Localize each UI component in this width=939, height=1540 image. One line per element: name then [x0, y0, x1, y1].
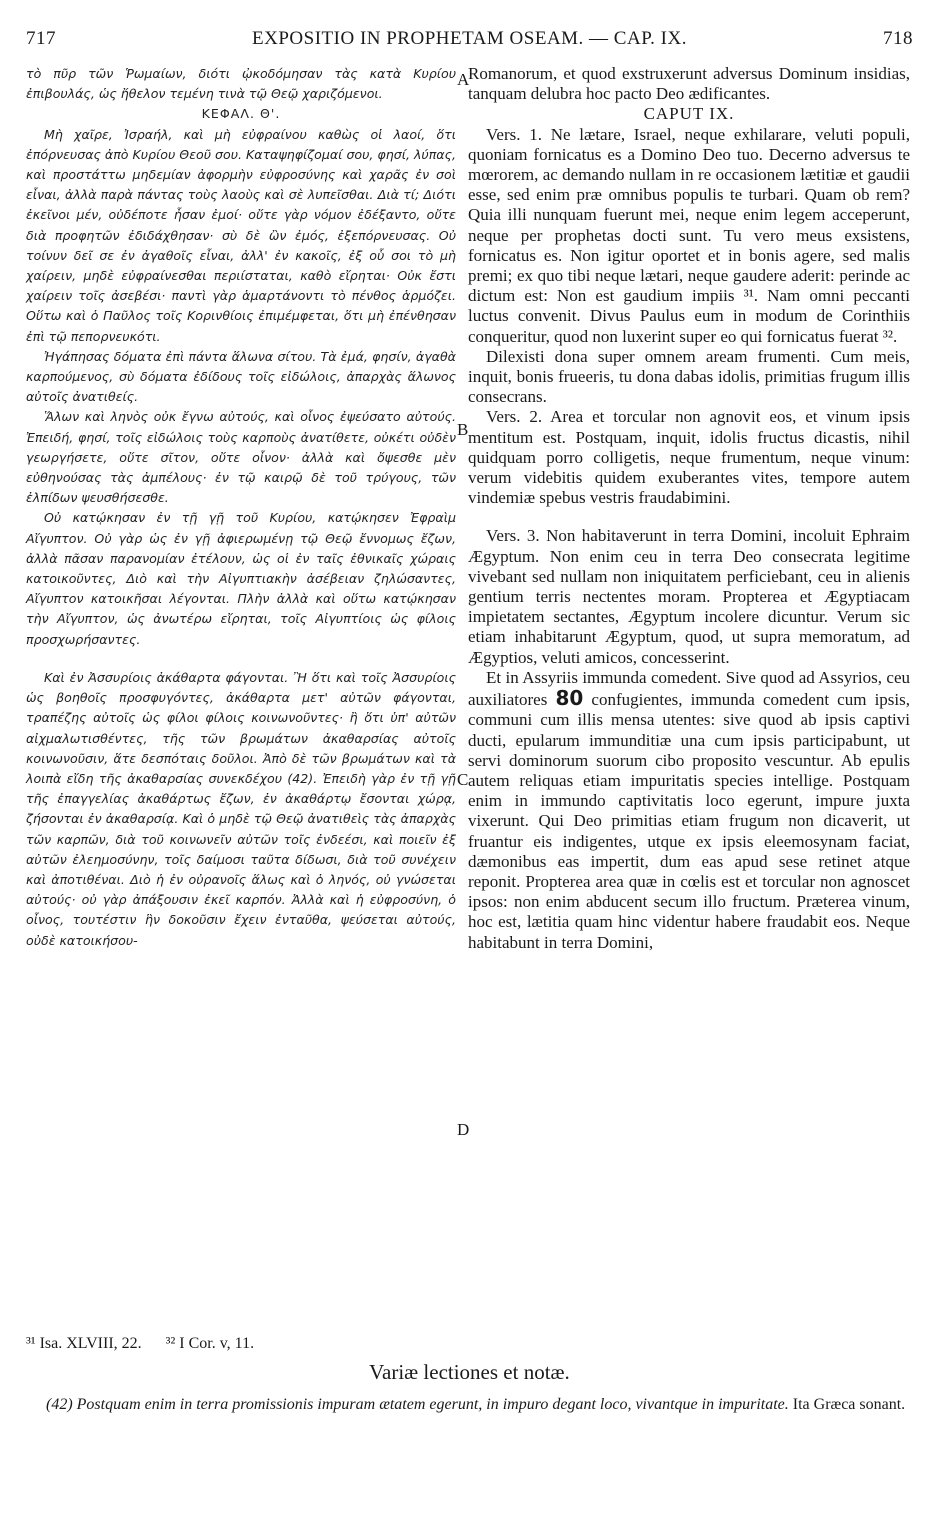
latin-text: confugientes, immunda comedent cum ipsis, communi cum illis mensa utentes: sive quod ab ipsis captivi ducti, epularum immunditiæ una cum ipsis participabunt, ut servi dominorum suorum cibo proposito vescuntur. Ab epulis autem reliquas etiam impuritatis species intellige. Postquam enim in immundo captivitatis loco egerunt, impure juxta vixerunt. Qui Deo primitias etiam frugum non dicaverit, ut fruantur eis indigentes, utque ex ipsis eleemosynam faciat, dæmonibus eas impertit, dum eas apud sese retinet atque reponit. Propterea area quæ in cœlis est et torcular non agnoscet ipsos: non enim abducent secum illo fructum. Præterea vinum, hoc est, lætitia quam hinc videntur habere fraudabit eos. Neque habitabunt in terra Domini, — [468, 690, 910, 952]
greek-paragraph: Μὴ χαῖρε, Ἰσραήλ, καὶ μὴ εὐφραίνου καθὼς οἱ λαοί, ὅτι ἐπόρνευσας ἀπὸ Κυρίου Θεοῦ σου. Καταψηφίζομαί σου, φησί, λύπας, καὶ προστάττω μηδεμίαν ἀφορμὴν εὐφροσύνης καὶ χαρᾶς ἐν σοὶ εἶναι, ἀλλὰ παρὰ πάντας τοὺς λαοὺς καὶ σὲ λυπεῖσθαι. Διὰ τί; Διότι ἐκεῖνοι μέν, οὐδέποτε ἦσαν ἐμοί· οὔτε γὰρ νόμον ἐδέξαντο, οὔτε διὰ προφητῶν ἐδιδάχθησαν· σὺ δὲ ὢν ἐμός, ἐξεπόρνευσας. Οὐ τοίνυν δεῖ σε ἐν ἀγαθοῖς εἶναι, ἀλλ' ἐν κακοῖς, ἐξ οὗ σοι τὸ μὴ χαίρειν, μηδὲ εὐφραίνεσθαι περιίσταται, καθὸ εἴρηται· Οὐκ ἔστι χαίρειν τοῖς ἀσεβέσι· παντὶ γὰρ ἁμαρτάνοντι τὸ πένθος ἁρμόζει. Οὕτω καὶ ὁ Παῦλος τοῖς Κορινθίοις ἐπιμέμφεται, ὅτι μὴ ἐπένθησαν ἐπὶ τῷ πεπορνευκότι. — [26, 126, 456, 344]
spacer — [468, 508, 910, 526]
variae-title: Variæ lectiones et notæ. — [369, 1360, 570, 1384]
margin-letter-a: A — [457, 70, 470, 89]
margin-letter-b: B — [457, 420, 469, 439]
greek-paragraph: Ἠγάπησας δόματα ἐπὶ πάντα ἅλωνα σίτου. Τὰ ἐμά, φησίν, ἀγαθὰ καρπούμενος, σὺ δόματα ἐδίδους τοῖς εἰδώλοις, ἀπαρχὰς ἅλωνος αὐτοῖς ἀνατιθείς. — [26, 348, 456, 405]
column-number-marker: 80 — [555, 686, 584, 711]
latin-text: Et in Assyriis immunda comedent. Sive quod ad Assyrios, ceu auxiliatores — [468, 667, 910, 710]
latin-paragraph: Dilexisti dona super omnem aream frumenti. Cum meis, inquit, bonis frueeris, tu dona dabas idolis, primitias frugum illis consecrans. — [468, 346, 910, 407]
footnotes — [26, 1335, 274, 1353]
latin-paragraph: Romanorum, et quod exstruxerunt adversus Dominum insidias, tanquam delubra hoc pacto Deo ædificantes. — [468, 64, 910, 104]
variae-note — [46, 1395, 910, 1414]
greek-paragraph: Καὶ ἐν Ἀσσυρίοις ἀκάθαρτα φάγονται. Ἢ ὅτι καὶ τοῖς Ἀσσυρίοις ὡς βοηθοῖς προσφυγόντες, ἀκάθαρτα μετ' αὐτῶν φάγονται, τραπέζης αὐτοῖς ὡς φίλοι φίλοις κοινωνοῦντες· ἢ ὅτι ὑπ' αὐτῶν αἰχμαλωτισθέντες, τῆς τῶν βρωμάτων ἀκαθαρσίας αὐτοῖς κοινωνοῦσιν, ἅτε δεσπόταις δοῦλοι. Ἀπὸ δὲ τῶν βρωμάτων καὶ τὰ λοιπὰ εἴδη τῆς ἀκαθαρσίας συνεκδέχου (42). Ἐπειδὴ γὰρ ἐν τῇ γῇ τῆς ἐπαγγελίας ἀκαθάρτως ἔζων, ἐν ἀκαθάρτῳ ἔσονται χώρᾳ, ζήσονται ἐν ἀκαθαρσίᾳ. Καὶ ὁ μηδὲ τῷ Θεῷ ἀνατιθεὶς τὰς ἀπαρχὰς τῶν καρπῶν, διὰ τοῦ κοινωνεῖν αὐτῶν τοῖς ἐνδεέσι, καὶ ποιεῖν ἐξ αὐτῶν ἐλεημοσύνην, τοῖς δαίμοσι ταῦτα δίδωσι, διὰ τοῦ συνέχειν καὶ ἀποτιθέναι. Διὸ ἡ ἐν οὐρανοῖς ἅλως καὶ ὁ ληνός, οὐ γνώσεται αὐτούς· οὐ γὰρ ἀπάξουσιν ἐκεῖ καρπόν. Ἀλλὰ καὶ ἡ εὐφροσύνη, ὁ οἶνος, τουτέστιν ἣν δοκοῦσιν ἔχειν ἐνταῦθα, ψεύσεται αὐτούς, οὐδὲ κατοικήσου- — [26, 669, 456, 948]
latin-paragraph: Vers. 3. Non habitaverunt in terra Domini, incoluit Ephraim Ægyptum. Non enim ceu in terra Deo consecrata legitime vivebant sed nullam non iniquitatem perficiebant, ceu in alienis gentium terris nectentes moram. Propterea et Ægyptiacam impietatem sectantes, Ægyptum incolere dicuntur. Verum sic etiam inhabitarunt Ægyptum, quod, ut supra memoratum, ad Ægyptios, veluti amicos, concesserint. — [468, 526, 910, 667]
page-number-left: 717 — [26, 28, 56, 49]
margin-letter-d: D — [457, 1120, 470, 1139]
variae-note-tail: Ita Græca sonant. — [792, 1396, 906, 1413]
running-title: EXPOSITIO IN PROPHETAM OSEAM. — CAP. IX. — [252, 28, 687, 49]
latin-paragraph: Vers. 2. Area et torcular non agnovit eos, et vinum ipsis mentitum est. Postquam, inquit, idolis fructus dicastis, nihil quidquam porro colligetis, neque frumentum, neque vinum: verum videbitis quidem exuberantes vites, tempore autem vindemiæ spebus vestris fraudabimini. — [468, 407, 910, 508]
greek-paragraph: Ἅλων καὶ ληνὸς οὐκ ἔγνω αὐτούς, καὶ οἶνος ἐψεύσατο αὐτούς. Ἐπειδή, φησί, τοῖς εἰδώλοις τοὺς καρποὺς ἀνατίθετε, οὐκέτι οὐδὲν γεωργήσετε, οὔτε σῖτον, οὔτε οἶνον· ἀλλὰ καὶ ὄψεσθε μὲν εὐθηνούσας τὰς ἀμπέλους· ἐν τῷ καιρῷ δὲ τοῦ τρύγους, τῶν ἐλπίδων ψευσθήσεσθε. — [26, 409, 456, 506]
margin-letter-c: C — [457, 770, 469, 789]
greek-chapter-heading: ΚΕΦΑΛ. Θ'. — [201, 106, 281, 122]
spacer — [26, 650, 456, 668]
latin-column — [468, 64, 910, 953]
running-header — [26, 28, 913, 52]
greek-paragraph: Οὐ κατῴκησαν ἐν τῇ γῇ τοῦ Κυρίου, κατῴκησεν Ἐφραὶμ Αἴγυπτον. Οὐ γὰρ ὡς ἐν γῇ ἀφιερωμένῃ τῷ Θεῷ ἔννομως ἔζων, ἀλλὰ πᾶσαν παρανομίαν ἐτέλουν, ὡς οἱ ἐν ταῖς ἐθνικαῖς χώραις κατοικοῦντες, Διὸ καὶ τὴν Αἰγυπτιακὴν ἀσέβειαν ζηλώσαντες, Αἴγυπτον κατοικῆσαι λέγονται. Πλὴν ἀλλὰ καὶ οὕτω κατῴκησαν τὴν Αἴγυπτον, ὡς ἀνωτέρω εἴρηται, τοῖς Αἰγυπτίοις ὡς φίλοις προσχωρήσαντες. — [26, 510, 456, 647]
greek-column — [26, 64, 456, 951]
latin-paragraph: Vers. 1. Ne lætare, Israel, neque exhilarare, veluti populi, quoniam fornicatus es a Domino Deo tuo. Decerno adversus te mœrorem, ac demando nullam in re occasionem lætitiæ et gaudii esse, sed enim præ omnibus populis te turbari. Quam ob rem? Quia illi nunquam fuerunt mei, neque enim legem acceperunt, neque per prophetas docti sunt. Tu vero meus exsistens, fornicatus es. Non igitur oportet et in bonis agere, sed malis premi; ex quo tibi neque lætari, neque gaudere aderit: perinde ac dictum est: Non est gaudium impiis ³¹. Nam omni peccanti luctus convenit. Divus Paulus eum in modum de Corinthiis conqueritur, quod non luxerint super eo qui fornicatus fuerat ³². — [468, 124, 910, 346]
variae-note-text: (42) Postquam enim in terra promissionis impuram ætatem egerunt, in impuro degant loco, vivantque in impuritate. — [46, 1396, 789, 1413]
footnote: ³² I Cor. v, 11. — [165, 1335, 255, 1352]
page-number-right: 718 — [883, 28, 913, 49]
latin-chapter-heading: CAPUT IX. — [643, 104, 735, 124]
latin-paragraph — [468, 668, 910, 953]
greek-paragraph: τὸ πῦρ τῶν Ῥωμαίων, διότι ᾠκοδόμησαν τὰς κατὰ Κυρίου ἐπιβουλάς, ὡς ἤθελον τεμένη τινὰ τῷ Θεῷ χαριζόμενοι. — [26, 66, 456, 102]
footnote: ³¹ Isa. XLVIII, 22. — [26, 1335, 142, 1352]
